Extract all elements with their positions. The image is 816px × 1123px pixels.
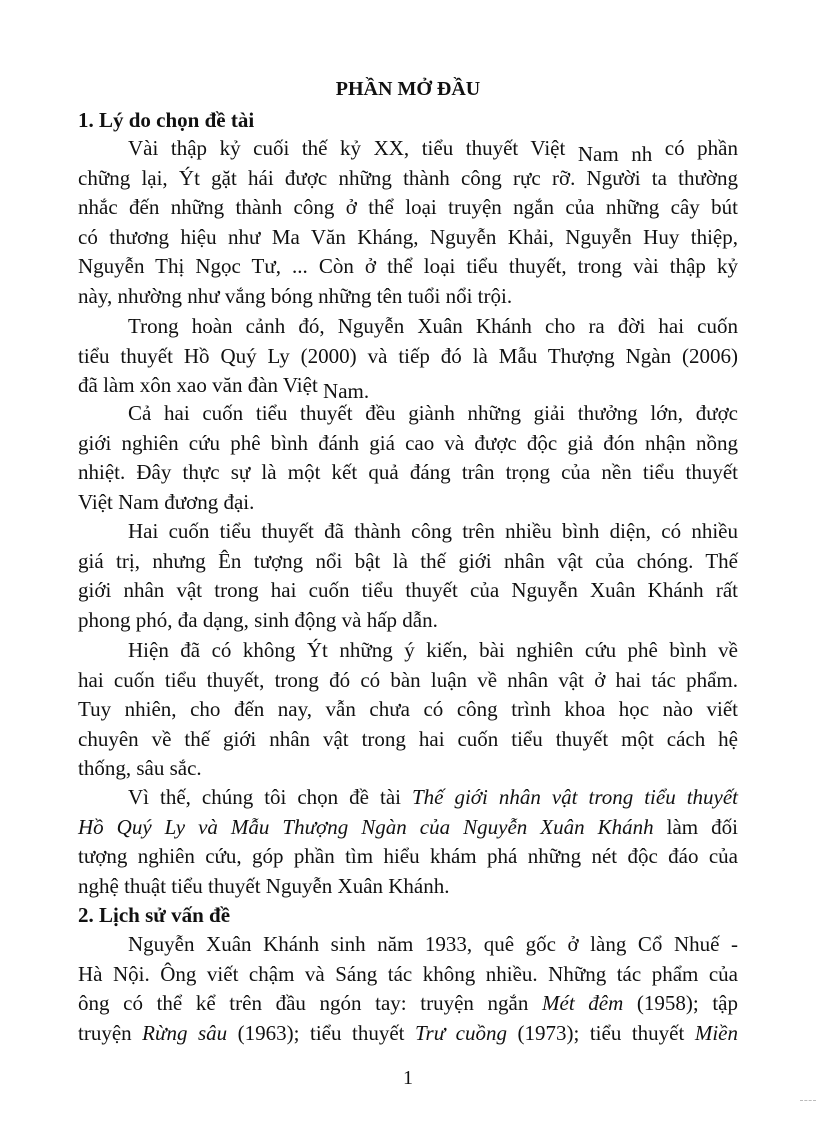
text-line: Việt Nam đương đại.	[78, 489, 255, 514]
paragraph-6	[78, 783, 738, 901]
text-line: Hồ Quý Ly và Mẫu Thượng Ngàn của Nguyễn Xuân Khánh làm đối	[78, 814, 738, 839]
text-line: Hai cuốn tiểu thuyết đã thành công trên nhiều bình diện, có nhiều	[128, 519, 738, 543]
text-line: nghệ thuật tiểu thuyết Nguyễn Xuân Khánh.	[78, 873, 450, 898]
text-line: chững lại, Ýt gặt hái được những thành công rực rỡ. Người ta thường	[78, 165, 738, 190]
text-line: giới nhân vật trong hai cuốn tiểu thuyết của Nguyễn Xuân Khánh rất	[78, 578, 738, 602]
paragraph-1	[78, 134, 738, 311]
text-line: nhắc đến những thành công ở thể loại truyện ngắn của những cây bút	[78, 195, 738, 219]
text-line: Nguyễn Thị Ngọc Tư, ... Còn ở thể loại tiểu thuyết, trong vài thập kỷ	[78, 254, 738, 278]
text-line: có thương hiệu như Ma Văn Kháng, Nguyễn Khải, Nguyễn Huy thiệp,	[78, 224, 738, 249]
text-line: tiểu thuyết Hồ Quý Ly (2000) và tiếp đó là Mẫu Thượng Ngàn (2006)	[78, 343, 738, 368]
text-line: giới nghiên cứu phê bình đánh giá cao và được độc giả đón nhận nồng	[78, 430, 738, 455]
text-line: Vì thế, chúng tôi chọn đề tài Thế giới nhân vật trong tiểu thuyết	[128, 785, 739, 809]
text-line: Hiện đã có không Ýt những ý kiến, bài nghiên cứu phê bình về	[128, 638, 738, 662]
text-line: truyện Rừng sâu (1963); tiểu thuyết Trư cuồng (1973); tiểu thuyết Miền	[78, 1020, 738, 1045]
text-line: Hà Nội. Ông viết chậm và Sáng tác không nhiều. Những tác phẩm của	[78, 961, 738, 986]
text-line: này, nhường như vắng bóng những tên tuổi nổi trội.	[78, 283, 513, 308]
text-line: tượng nghiên cứu, góp phần tìm hiểu khám phá những nét độc đáo của	[78, 844, 738, 868]
page-edge-mark	[800, 1100, 816, 1101]
text-line: Tuy nhiên, cho đến nay, vẫn chưa có công trình khoa học nào viết	[78, 697, 738, 721]
text-line: chuyên về thế giới nhân vật trong hai cuốn tiểu thuyết một cách hệ	[78, 726, 738, 751]
section-2-heading: 2. Lịch sử vấn đề	[78, 903, 231, 927]
paragraph-7	[78, 930, 738, 1048]
paragraph-4	[78, 517, 738, 635]
section-1-heading: 1. Lý do chọn đề tài	[78, 108, 255, 132]
text-line: Nguyễn Xuân Khánh sinh năm 1933, quê gốc ở làng Cổ Nhuế -	[128, 932, 738, 956]
text-line: ông có thể kể trên đầu ngón tay: truyện ngắn Mét đêm (1958); tập	[78, 991, 738, 1015]
page-number: 1	[403, 1067, 413, 1089]
text-line: giá trị, nhưng Ên tượng nổi bật là thế giới nhân vật của chóng. Thế	[78, 548, 738, 573]
page-title: PHẦN MỞ ĐẦU	[335, 78, 481, 100]
text-line: phong phó, đa dạng, sinh động và hấp dẫn.	[78, 607, 438, 632]
text-line: thống, sâu sắc.	[78, 756, 202, 780]
text-line: nhiệt. Đây thực sự là một kết quả đáng trân trọng của nền tiểu thuyết	[78, 460, 738, 484]
text-line: Vài thập kỷ cuối thế kỷ XX, tiểu thuyết Việt Nam nh có phần	[128, 136, 738, 166]
paragraph-5	[78, 636, 738, 784]
paragraph-3	[78, 399, 738, 517]
text-line: Cả hai cuốn tiểu thuyết đều giành những giải thưởng lớn, được	[128, 401, 738, 425]
text-line: Trong hoàn cảnh đó, Nguyễn Xuân Khánh cho ra đời hai cuốn	[128, 314, 738, 338]
text-line: hai cuốn tiểu thuyết, trong đó có bàn luận về nhân vật ở hai tác phẩm.	[78, 667, 738, 692]
text-line: đã làm xôn xao văn đàn Việt Nam.	[78, 373, 370, 403]
paragraph-2	[78, 312, 738, 401]
